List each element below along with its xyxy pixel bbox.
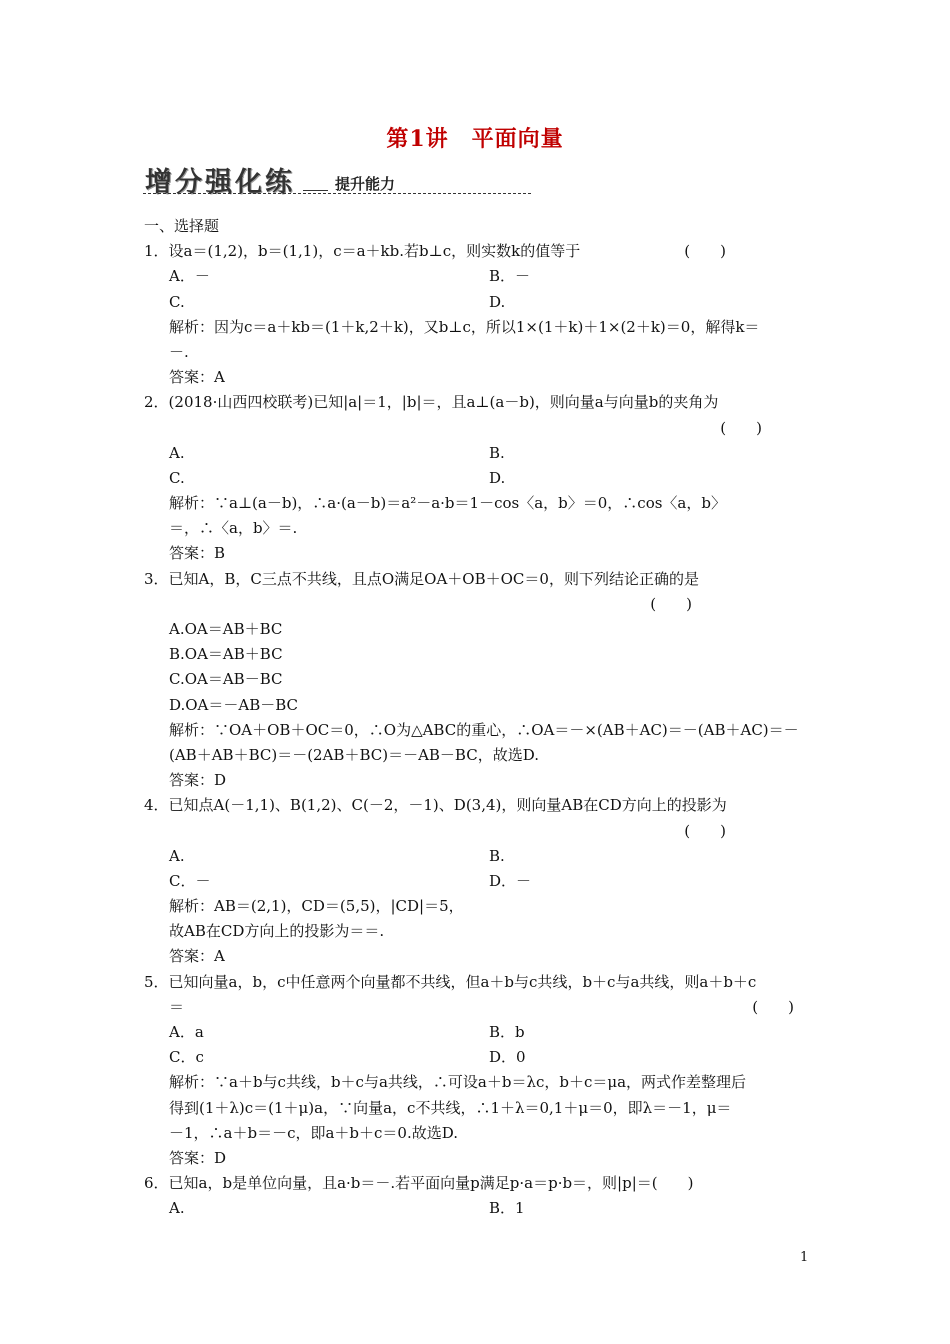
question-1-stem (144, 239, 810, 264)
question-5-answer: 答案：D (169, 1148, 227, 1167)
question-2-stem: 2．(2018·山西四校联考)已知|a|＝1，|b|＝，且a⊥(a－b)，则向量a与向量b的夹角为 (144, 393, 719, 412)
question-5-analysis-cont: 得到(1＋λ)c＝(1＋μ)a，∵向量a，c不共线，∴1＋λ＝0,1＋μ＝0，即λ＝－1，μ＝ (169, 1098, 732, 1117)
option-c: C．c (169, 1048, 204, 1067)
question-6-options-ab (144, 1196, 810, 1221)
question-4-stem: 4．已知点A(－1,1)、B(1,2)、C(－2，－1)、D(3,4)，则向量AB在CD方向上的投影为 (144, 796, 727, 815)
answer-paren: ( ) (720, 418, 762, 437)
option-d: D.OA＝－AB－BC (169, 695, 299, 714)
option-b: B．1 (489, 1199, 525, 1218)
question-1-analysis: 解析：因为c＝a＋kb＝(1＋k,2＋k)，又b⊥c，所以1×(1＋k)＋1×(2＋k)＝0，解得k＝ (169, 317, 760, 336)
question-stem-text: 1．设a＝(1,2)，b＝(1,1)，c＝a＋kb.若b⊥c，则实数k的值等于 (144, 242, 581, 261)
option-a: A.OA＝AB＋BC (169, 620, 283, 638)
question-5-analysis-cont2: －1，∴a＋b＝－c，即a＋b＋c＝0.故选D. (169, 1123, 459, 1142)
question-3-paren-line (144, 592, 810, 617)
question-2-paren-line (144, 416, 810, 441)
question-1-analysis-cont: －. (169, 342, 189, 361)
option-c: C.OA＝AB－BC (169, 670, 283, 689)
question-1-options-cd (144, 290, 810, 315)
question-3-stem: 3．已知A，B，C三点不共线，且点O满足OA＋OB＋OC＝0，则下列结论正确的是 (144, 569, 699, 588)
question-2-options-ab (144, 441, 810, 466)
option-c: C. (169, 468, 185, 487)
question-3-answer: 答案：D (169, 771, 227, 790)
question-stem-text: ＝ (169, 997, 185, 1016)
option-d: D．－ (489, 871, 532, 890)
banner-sub-text: 提升能力 (335, 175, 396, 193)
question-3-analysis: 解析：∵OA＋OB＋OC＝0，∴O为△ABC的重心，∴OA＝－×(AB＋AC)＝－(AB＋AC)＝－ (169, 720, 799, 739)
document-body (144, 214, 810, 1222)
question-5-options-cd (144, 1045, 810, 1070)
banner-rule (303, 190, 328, 191)
question-5-stem-cont (144, 995, 810, 1020)
option-d: D. (489, 468, 506, 487)
question-5-options-ab (144, 1020, 810, 1045)
option-a: A．a (169, 1023, 204, 1041)
question-4-paren-line (144, 819, 810, 844)
question-1-answer: 答案：A (169, 368, 225, 387)
page-title: 第1讲 平面向量 (386, 126, 564, 152)
question-2-options-cd (144, 466, 810, 491)
question-4-options-cd (144, 869, 810, 894)
option-a: A．－ (169, 267, 210, 286)
banner-dashed-divider (143, 193, 531, 194)
question-2-analysis: 解析：∵a⊥(a－b)，∴a·(a－b)＝a²－a·b＝1－cos〈a，b〉＝0，∴cos〈a，b〉 (169, 494, 726, 513)
option-b: B.OA＝AB＋BC (169, 645, 283, 664)
option-b: B．－ (489, 267, 531, 286)
question-5-analysis: 解析：∵a＋b与c共线，b＋c与a共线，∴可设a＋b＝λc，b＋c＝μa，两式作差整理后 (169, 1073, 747, 1092)
question-6-stem: 6．已知a，b是单位向量，且a·b＝－.若平面向量p满足p·a＝p·b＝，则|p|＝( ) (144, 1174, 694, 1193)
answer-paren: ( ) (684, 242, 726, 261)
page-number: 1 (800, 1250, 809, 1265)
option-a: A. (169, 1199, 185, 1218)
option-d: D．0 (489, 1048, 526, 1067)
answer-paren: ( ) (650, 594, 692, 613)
question-2-analysis-cont: ＝，∴〈a，b〉＝. (169, 519, 298, 538)
question-4-options-ab (144, 844, 810, 869)
answer-paren: ( ) (752, 997, 794, 1016)
option-b: B. (489, 846, 505, 865)
question-4-analysis-cont: 故AB在CD方向上的投影为＝＝. (169, 922, 385, 941)
question-4-analysis: 解析：AB＝(2,1)，CD＝(5,5)，|CD|＝5， (169, 897, 464, 916)
question-4-answer: 答案：A (169, 947, 225, 966)
question-1-options-ab (144, 264, 810, 289)
banner-main-text: 增分强化练 (145, 167, 295, 198)
option-a: A. (169, 846, 185, 865)
option-c: C. (169, 292, 185, 311)
section-banner (143, 160, 533, 198)
option-b: B. (489, 443, 505, 462)
option-c: C．－ (169, 871, 211, 890)
section-heading: 一、选择题 (144, 217, 220, 235)
question-2-answer: 答案：B (169, 544, 226, 563)
question-5-stem: 5．已知向量a，b，c中任意两个向量都不共线，但a＋b与c共线，b＋c与a共线，则a＋b＋c (144, 972, 757, 991)
option-a: A. (169, 443, 185, 462)
answer-paren: ( ) (684, 821, 726, 840)
option-d: D. (489, 292, 506, 311)
option-b: B．b (489, 1023, 525, 1041)
question-3-analysis-cont: (AB＋AB＋BC)＝－(2AB＋BC)＝－AB－BC，故选D. (169, 745, 539, 764)
